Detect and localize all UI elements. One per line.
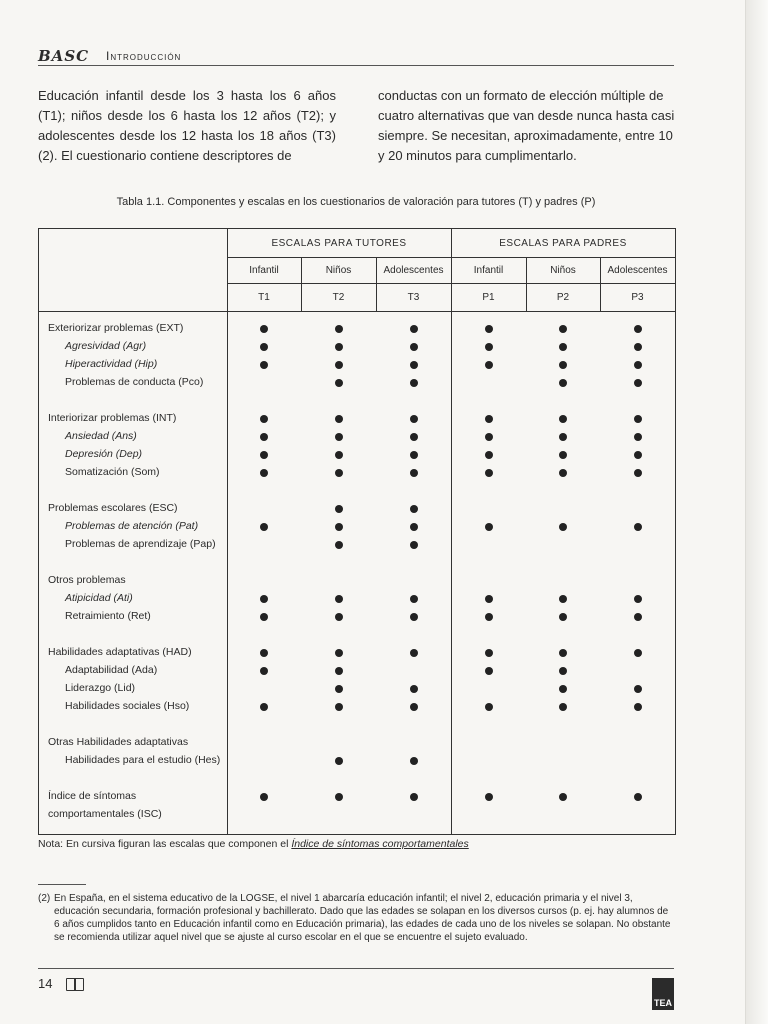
scale-dot-t3 <box>410 325 418 333</box>
scale-dot-t2 <box>335 613 343 621</box>
table-divider <box>39 311 675 312</box>
scale-dot-t2 <box>335 541 343 549</box>
scale-dot-p2 <box>559 451 567 459</box>
scale-dot-p1 <box>485 703 493 711</box>
scale-dot-p3 <box>634 685 642 693</box>
scale-dot-p2 <box>559 685 567 693</box>
scale-dot-p2 <box>559 325 567 333</box>
level-header: Adolescentes <box>607 264 668 276</box>
scale-dot-t2 <box>335 343 343 351</box>
tea-logo-text: TEA <box>654 998 672 1008</box>
scale-dot-p2 <box>559 703 567 711</box>
level-header: Infantil <box>249 264 279 276</box>
scale-dot-t1 <box>260 613 268 621</box>
table-row <box>39 644 675 662</box>
scale-dot-p3 <box>634 649 642 657</box>
scale-dot-t3 <box>410 415 418 423</box>
code-header: P2 <box>556 291 570 303</box>
table-caption: Tabla 1.1. Componentes y escalas en los cuestionarios de valoración para tutores (T) y padres (P) <box>116 196 596 208</box>
scale-dot-p3 <box>634 343 642 351</box>
scale-dot-t3 <box>410 379 418 387</box>
table-row <box>39 752 675 770</box>
scale-dot-t1 <box>260 415 268 423</box>
scale-dot-t3 <box>410 469 418 477</box>
scale-dot-t1 <box>260 325 268 333</box>
table-row <box>39 662 675 680</box>
scale-dot-p3 <box>634 451 642 459</box>
level-header: Niños <box>550 264 576 276</box>
row-label: Problemas de aprendizaje (Pap) <box>65 538 216 550</box>
scale-dot-p3 <box>634 793 642 801</box>
scale-dot-p2 <box>559 415 567 423</box>
scales-table <box>38 228 676 835</box>
table-row <box>39 536 675 554</box>
scale-dot-p1 <box>485 433 493 441</box>
row-label: Problemas de conducta (Pco) <box>65 376 204 388</box>
scale-dot-t2 <box>335 325 343 333</box>
table-row <box>39 356 675 374</box>
table-row <box>39 338 675 356</box>
scale-dot-t1 <box>260 361 268 369</box>
scale-dot-p2 <box>559 523 567 531</box>
scale-dot-t2 <box>335 793 343 801</box>
scale-dot-t1 <box>260 595 268 603</box>
scale-dot-t1 <box>260 469 268 477</box>
table-row <box>39 608 675 626</box>
page-edge <box>745 0 768 1024</box>
scale-dot-t3 <box>410 541 418 549</box>
scale-dot-t2 <box>335 703 343 711</box>
intro-column-left: Educación infantil desde los 3 hasta los 6 años (T1); niños desde los 6 hasta los 12 años (T2); y adolescentes desde los 12 hasta los 18 años (T3)(2). El cuestionario contiene descriptores de <box>38 88 336 163</box>
scale-dot-p1 <box>485 667 493 675</box>
scale-dot-p3 <box>634 613 642 621</box>
scale-dot-t2 <box>335 415 343 423</box>
scale-dot-p3 <box>634 433 642 441</box>
row-label: Atipicidad (Ati) <box>65 592 133 604</box>
table-row <box>39 698 675 716</box>
table-row <box>39 464 675 482</box>
scale-dot-p2 <box>559 595 567 603</box>
scale-dot-t2 <box>335 595 343 603</box>
scale-dot-t1 <box>260 703 268 711</box>
scale-dot-t2 <box>335 523 343 531</box>
footnote-rule <box>38 884 86 885</box>
code-header: P3 <box>631 291 644 303</box>
row-label: Agresividad (Agr) <box>65 340 147 352</box>
footnote-number: (2) <box>38 893 51 904</box>
row-label: Depresión (Dep) <box>65 448 143 460</box>
scale-dot-p3 <box>634 415 642 423</box>
table-row <box>39 788 675 806</box>
table-row <box>39 410 675 428</box>
table-note <box>38 838 469 850</box>
scale-dot-p2 <box>559 613 567 621</box>
scale-dot-p3 <box>634 595 642 603</box>
row-label: Índice de síntomas <box>48 790 137 802</box>
footnote-text: En España, en el sistema educativo de la LOGSE, el nivel 1 abarcaría educación infantil; el nivel 2, educación primaria y el nivel 3, educación secundaria, formación profesional y bachillerato. Dado que las edades se solapan en los diversos cursos (p. ej. hay alumnos de 6 años cumplidos tanto en Educación infantil como en Educación primaria), las edades de cada uno de los niveles se solapan. No obstante se recomienda utilizar aquel nivel que se ajuste al curso escolar en el que se encuentre el sujeto evaluado. <box>54 893 671 943</box>
scale-dot-p1 <box>485 451 493 459</box>
scale-dot-p3 <box>634 469 642 477</box>
table-row <box>39 572 675 590</box>
scale-dot-p1 <box>485 613 493 621</box>
scale-dot-t2 <box>335 649 343 657</box>
row-label: Otros problemas <box>48 574 126 586</box>
table-row <box>39 446 675 464</box>
row-label: Somatización (Som) <box>65 466 160 478</box>
scale-dot-p2 <box>559 649 567 657</box>
scale-dot-t3 <box>410 595 418 603</box>
code-header: T3 <box>407 291 420 303</box>
scale-dot-t3 <box>410 685 418 693</box>
book-icon <box>66 978 84 991</box>
row-label: Exteriorizar problemas (EXT) <box>48 322 184 334</box>
row-label: Habilidades para el estudio (Hes) <box>65 754 221 766</box>
level-header: Niños <box>325 264 352 276</box>
scale-dot-p2 <box>559 469 567 477</box>
scale-dot-p1 <box>485 415 493 423</box>
page-header <box>38 47 674 66</box>
code-header: T2 <box>332 291 345 303</box>
footer-rule <box>38 968 674 969</box>
scale-dot-p3 <box>634 523 642 531</box>
scale-dot-p3 <box>634 361 642 369</box>
page-number: 14 <box>38 976 53 991</box>
scale-dot-t3 <box>410 361 418 369</box>
scale-dot-p2 <box>559 793 567 801</box>
code-header: T1 <box>258 291 270 303</box>
row-label: comportamentales (ISC) <box>48 808 162 820</box>
scale-dot-t2 <box>335 361 343 369</box>
row-label: Habilidades sociales (Hso) <box>65 700 190 712</box>
row-label: Habilidades adaptativas (HAD) <box>48 646 192 658</box>
row-label: Adaptabilidad (Ada) <box>65 664 158 676</box>
level-header: Infantil <box>473 264 504 276</box>
group-header-tutores: ESCALAS PARA TUTORES <box>271 237 407 249</box>
scale-dot-p2 <box>559 667 567 675</box>
scale-dot-t3 <box>410 433 418 441</box>
scale-dot-t3 <box>410 343 418 351</box>
scale-dot-t2 <box>335 667 343 675</box>
scale-dot-t1 <box>260 343 268 351</box>
scale-dot-t1 <box>260 667 268 675</box>
section-title: Introducción <box>106 49 182 63</box>
scale-dot-t1 <box>260 649 268 657</box>
scale-dot-t3 <box>410 613 418 621</box>
level-header: Adolescentes <box>383 264 444 276</box>
scale-dot-t2 <box>335 685 343 693</box>
scale-dot-p2 <box>559 343 567 351</box>
row-label: Ansiedad (Ans) <box>65 430 137 442</box>
table-row <box>39 590 675 608</box>
table-row <box>39 518 675 536</box>
scale-dot-t3 <box>410 757 418 765</box>
scale-dot-p3 <box>634 379 642 387</box>
scale-dot-t1 <box>260 433 268 441</box>
scale-dot-t2 <box>335 433 343 441</box>
note-text: En cursiva figuran las escalas que componen el <box>63 838 292 850</box>
group-header-padres: ESCALAS PARA PADRES <box>499 237 627 249</box>
scale-dot-t1 <box>260 793 268 801</box>
table-row <box>39 374 675 392</box>
scale-dot-t3 <box>410 523 418 531</box>
note-index-reference: Índice de síntomas comportamentales <box>291 838 469 850</box>
scale-dot-t3 <box>410 793 418 801</box>
scale-dot-t3 <box>410 703 418 711</box>
code-header: P1 <box>482 291 495 303</box>
row-label: Problemas escolares (ESC) <box>48 502 178 514</box>
row-label: Interiorizar problemas (INT) <box>48 412 177 424</box>
scale-dot-t3 <box>410 505 418 513</box>
scale-dot-p1 <box>485 469 493 477</box>
scale-dot-p3 <box>634 703 642 711</box>
scale-dot-p1 <box>485 343 493 351</box>
note-prefix: Nota: <box>38 838 64 850</box>
scale-dot-t3 <box>410 451 418 459</box>
scale-dot-p1 <box>485 649 493 657</box>
scale-dot-t3 <box>410 649 418 657</box>
scale-dot-p1 <box>485 523 493 531</box>
table-row <box>39 500 675 518</box>
scale-dot-p1 <box>485 793 493 801</box>
basc-logo: BASC <box>38 47 90 65</box>
intro-column-right: conductas con un formato de elección múltiple de cuatro alternativas que van desde nunca hasta casi siempre. Se necesitan, aproximadamente, entre 10 y 20 minutos para cumplimentarlo. <box>378 88 675 163</box>
scale-dot-t2 <box>335 379 343 387</box>
tea-logo <box>652 978 674 1010</box>
scale-dot-p2 <box>559 433 567 441</box>
scale-dot-t2 <box>335 469 343 477</box>
row-label: Liderazgo (Lid) <box>65 682 136 694</box>
scale-dot-p1 <box>485 325 493 333</box>
table-row <box>39 320 675 338</box>
scale-dot-p1 <box>485 361 493 369</box>
scale-dot-t2 <box>335 451 343 459</box>
table-row <box>39 806 675 824</box>
row-label: Hiperactividad (Hip) <box>65 358 158 370</box>
scale-dot-t1 <box>260 523 268 531</box>
row-label: Problemas de atención (Pat) <box>65 520 199 532</box>
table-row <box>39 428 675 446</box>
table-row <box>39 680 675 698</box>
footnote <box>38 892 676 944</box>
scale-dot-p2 <box>559 379 567 387</box>
scale-dot-t1 <box>260 451 268 459</box>
scale-dot-p1 <box>485 595 493 603</box>
row-label: Retraimiento (Ret) <box>65 610 151 622</box>
row-label: Otras Habilidades adaptativas <box>48 736 189 748</box>
scale-dot-t2 <box>335 505 343 513</box>
scale-dot-t2 <box>335 757 343 765</box>
scale-dot-p3 <box>634 325 642 333</box>
scale-dot-p2 <box>559 361 567 369</box>
table-row <box>39 734 675 752</box>
